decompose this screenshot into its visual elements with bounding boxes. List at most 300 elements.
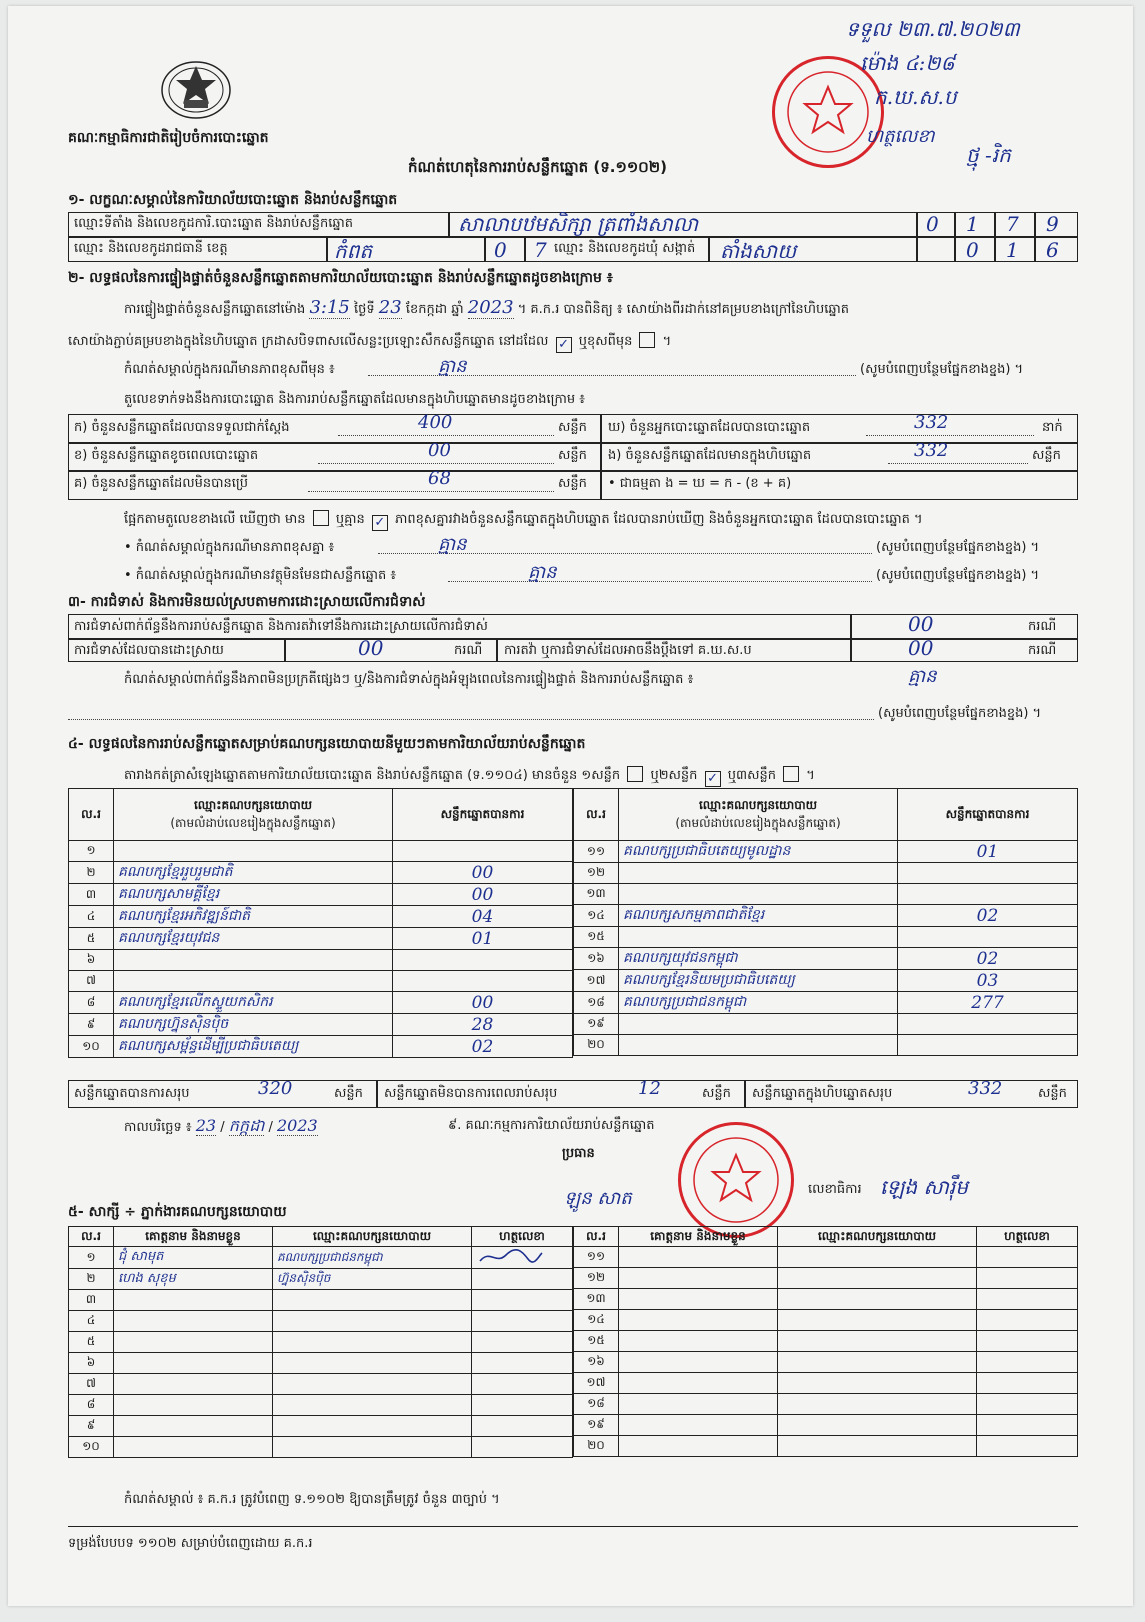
chair-label: ប្រធាន [562,1146,595,1161]
party-row [574,948,1078,970]
total-invalid-label: សន្លឹកឆ្នោតមិនបានការពេលរាប់សរុប [384,1086,558,1101]
witness-row-party [778,1373,977,1394]
complaints-count-label: ការជំទាស់ពាក់ព័ន្ធនឹងការរាប់សន្លឹកឆ្នោត និងការតវ៉ាទៅនឹងការដោះស្រាយលើការជំទាស់ [74,619,488,634]
date-label: កាលបរិច្ឆេទ ៖ [124,1120,192,1135]
party-row-name: គណបក្សយុវជនកម្ពុជា [619,948,898,970]
tally-sheet-count-line: តារាងកត់ត្រាសំឡេងឆ្នោតតាមការិយាល័យបោះឆ្នោត និងរាប់សន្លឹកឆ្នោត (ទ.១១០៤) មានចំនួន ១សន្លឹក ឬ២សន្លឹក ✓ ឬ៣សន្លឹក ។ [124,768,815,786]
witness-col-name: គោត្តនាម និងនាមខ្លួន [114,1227,273,1247]
witness-row [69,1269,573,1290]
irregularity-note-label: កំណត់សម្គាល់ពាក់ព័ន្ធនឹងភាពមិនប្រក្រតីផ្សេងៗ ឬ/និងការជំទាស់ក្នុងអំឡុងពេលនៃការផ្ទៀងផ្ទាត់ និងការរាប់សន្លឹកឆ្នោត ៖ [124,672,694,687]
commune-label: ឈ្មោះ និងលេខកូដឃុំ សង្កាត់ [554,241,696,256]
witness-row-party [778,1268,977,1289]
irregularity-note-value: គ្មាន [908,666,937,687]
witness-row-name [114,1395,273,1416]
party-row-no: ៦ [69,950,114,971]
total-invalid-unit: សន្លឹក [702,1086,731,1101]
witness-row-name [619,1331,778,1352]
witness-row [69,1416,573,1437]
unchanged-checkbox[interactable]: ✓ [556,337,572,353]
polling-station-label: ឈ្មោះទីតាំង និងលេខកូដការិ.បោះឆ្នោត និងរាប់សន្លឹកឆ្នោត [74,216,353,231]
party-row-name: គណបក្សខ្មែរលើកស្ទួយកសិករ [114,992,393,1014]
foreign-object-note-hint: (សូមបំពេញបន្ថែមផ្នែកខាងខ្នង) ។ [876,568,1040,583]
witness-row-party [778,1436,977,1457]
section2-heading: ២- លទ្ធផលនៃការផ្ទៀងផ្ទាត់ចំនួនសន្លឹកឆ្នោតតាមការិយាល័យបោះឆ្នោត និងរាប់សន្លឹកឆ្នោតដូចខាងក្រោម ៖ [68,270,613,286]
party-row-no: ៥ [69,928,114,950]
party-row-no: ២ [69,862,114,884]
party-row-votes: 277 [898,992,1078,1014]
province-name: កំពត [334,239,373,263]
irregularity-note-hint: (សូមបំពេញបន្ថែមផ្នែកខាងខ្នង) ។ [878,706,1042,721]
party-row-votes: 04 [393,906,573,928]
witness-col-sign: ហត្ថលេខា [472,1227,573,1247]
comparison-text-c: ភាពខុសគ្នារវាងចំនួនសន្លឹកឆ្នោតក្នុងហិបឆ្នោត ដែលបានរាប់ឃើញ និងចំនួនអ្នកបោះឆ្នោត ដែលបានបោះឆ្នោត ។ [395,512,923,527]
witness-row-no: ១២ [574,1268,619,1289]
ballot-count-report-form [8,6,1133,1606]
party-row-name: គណបក្សខ្មែរនិយមប្រជាធិបតេយ្យ [619,970,898,992]
witness-row-signature [472,1374,573,1395]
no-difference-checkbox[interactable]: ✓ [372,515,388,531]
total-in-box-unit: សន្លឹក [1038,1086,1067,1101]
witness-row-signature [472,1311,573,1332]
witness-row-signature [977,1247,1078,1268]
witness-row-signature [472,1290,573,1311]
party-row-votes: 28 [393,1014,573,1036]
total-in-box-value: 332 [968,1078,1003,1099]
witness-row-no: ៩ [69,1416,114,1437]
date-year: 2023 [276,1116,318,1135]
witness-row-party [273,1437,472,1458]
party-row-name: គណបក្សប្រជាធិបតេយ្យមូលដ្ឋាន [619,841,898,863]
witness-row [574,1268,1078,1289]
col-party-right [619,789,898,841]
tally-sheet-text: តារាងកត់ត្រាសំឡេងឆ្នោតតាមការិយាល័យបោះឆ្នោត និងរាប់សន្លឹកឆ្នោត (ទ.១១០៤) មានចំនួន ១សន្លឹក [124,768,621,783]
witness-row-name [114,1437,273,1458]
witness-row-signature [977,1310,1078,1331]
col-votes-right: សន្លឹកឆ្នោតបានការ [898,789,1078,841]
party-row [574,927,1078,948]
witness-row-party [778,1289,977,1310]
party-row-no: ១១ [574,841,619,863]
total-in-box-label: សន្លឹកឆ្នោតក្នុងហិបឆ្នោតសរុប [752,1086,893,1101]
section4-heading: ៤- លទ្ធផលនៃការរាប់សន្លឹកឆ្នោតសម្រាប់គណបក្សនយោបាយនីមួយៗតាមការិយាល័យរាប់សន្លឹកឆ្នោត [68,736,586,752]
witness-row-signature [977,1415,1078,1436]
witness-row-no: ៥ [69,1332,114,1353]
witness-row [574,1373,1078,1394]
witness-row-no: ១៣ [574,1289,619,1310]
witness-row-party [273,1416,472,1437]
witness-row-name [114,1290,273,1311]
party-row-votes: 01 [898,841,1078,863]
witness-row-party: ហ្វ៊ុនស៊ិនប៉ិច [273,1269,472,1290]
mismatch-note-label: • កំណត់សម្គាល់ក្នុងករណីមានភាពខុសគ្នា ៖ [124,540,335,555]
witness-row-no: ១៨ [574,1394,619,1415]
party-row-no: ១ [69,841,114,862]
party-row [574,992,1078,1014]
witness-row-no: ១៥ [574,1331,619,1352]
col-party [114,789,393,841]
col-no: ល.រ [69,789,114,841]
party-results-table-left [68,788,573,1058]
party-row-name: គណបក្សខ្មែររួបរួមជាតិ [114,862,393,884]
witness-row [574,1436,1078,1457]
party-row-name: គណបក្សខ្មែរយុវជន [114,928,393,950]
witness-row-name [619,1310,778,1331]
resolved-complaints-unit: ករណី [454,643,483,658]
appeal-complaints-label: ការតវ៉ា ឬការជំទាស់ដែលអាចនឹងប្តឹងទៅ គ.ឃ.ស.ប [504,643,752,658]
province-code-2: 7 [534,238,547,262]
verification-time: 3:15 [309,297,350,318]
received-ballots-value: 400 [418,412,453,433]
party-row [69,1036,573,1058]
witness-row-party [778,1247,977,1268]
party-row-no: ៨ [69,992,114,1014]
witness-signature [476,1247,546,1265]
verification-day: 23 [378,297,402,318]
witness-row-signature [472,1353,573,1374]
difference-note-hint: (សូមបំពេញបន្ថែមផ្នែកខាងខ្នង) ។ [860,362,1024,377]
witness-row-party [778,1394,977,1415]
form-footer-text: ទម្រង់បែបបទ ១១០២ សម្រាប់បំពេញដោយ គ.ក.រ [68,1536,313,1551]
party-row-votes: 00 [393,992,573,1014]
section3-heading: ៣- ការជំទាស់ និងការមិនយល់ស្របតាមការដោះស្រាយលើការជំទាស់ [68,594,426,610]
witness-table-left [68,1226,573,1458]
party-row-votes: 02 [393,1036,573,1058]
one-sheet-checkbox[interactable] [627,766,643,782]
witness-row-no: ៤ [69,1311,114,1332]
witness-row-party [273,1290,472,1311]
witness-row-name [619,1268,778,1289]
counting-committee-label: ៩. គណៈកម្មការការិយាល័យរាប់សន្លឹកឆ្នោត [448,1118,655,1133]
footer-divider [68,1526,1078,1527]
spoiled-ballots-value: 00 [428,440,451,461]
witness-row-name [114,1374,273,1395]
party-row [574,1035,1078,1056]
receipt-note-line5: ថ្មុ -រិក [966,143,1011,167]
received-ballots-label: ក) ចំនួនសន្លឹកឆ្នោតដែលបានទទួលជាក់ស្តែង [74,420,290,435]
witness-row-no: ១ [69,1247,114,1269]
witness-row-signature [977,1373,1078,1394]
witness-row-signature [977,1436,1078,1457]
party-row-no: ៩ [69,1014,114,1036]
voters-voted-value: 332 [914,412,949,433]
party-row [574,841,1078,863]
party-results-table-right [573,788,1078,1056]
station-code-2: 1 [966,212,979,236]
witness-row-signature [977,1331,1078,1352]
party-row-votes [393,971,573,992]
ballots-in-box-value: 332 [914,440,949,461]
witness-row [69,1332,573,1353]
witness-row-party [778,1331,977,1352]
party-row-no: ១៤ [574,905,619,927]
party-row-votes: 02 [898,905,1078,927]
witness-row [69,1395,573,1416]
party-row [574,1014,1078,1035]
witness-row-name [619,1436,778,1457]
witness-row-no: ៧ [69,1374,114,1395]
verification-line1 [124,297,849,318]
date-line: កាលបរិច្ឆេទ ៖ 23 / កក្កដា / 2023 [124,1116,318,1135]
commune-name: តាំងសាយ [720,239,797,263]
party-row-votes: 00 [393,884,573,906]
col-party-title: ឈ្មោះគណបក្សនយោបាយ [193,797,313,812]
comparison-text-b: ឬគ្មាន [335,512,365,527]
witness-row-signature [977,1352,1078,1373]
witness-row-name: ជុំ សាមុត [114,1247,273,1269]
party-row-name [114,971,393,992]
commune-code-1: 0 [966,238,979,262]
resolved-complaints-label: ការជំទាស់ដែលបានដោះស្រាយ [74,643,224,658]
witness-row [69,1247,573,1269]
foreign-object-note-value: គ្មាន [528,562,557,583]
party-row-name: គណបក្សប្រជាជនកម្ពុជា [619,992,898,1014]
nec-emblem [158,54,234,120]
mismatch-note-value: គ្មាន [438,534,467,555]
seal-status-text: សោយ៉ាងភ្ជាប់គម្របខាងក្នុងនៃហិបឆ្នោត ក្រដាសបិទពាសលើសន្លះប្រឡោះសឹកសន្លឹកឆ្នោត នៅដដែល [68,334,549,349]
witness-row [574,1331,1078,1352]
party-row-votes [898,1014,1078,1035]
three-sheets-label: ឬ៣សន្លឹក [727,768,776,783]
party-row-no: ៣ [69,884,114,906]
committee-stamp [678,1122,794,1238]
complaints-count-unit: ករណី [1028,619,1057,634]
party-row-name [619,927,898,948]
witness-col-sign-right: ហត្ថលេខា [977,1227,1078,1247]
witness-row-party [273,1332,472,1353]
date-month: កក្កដា [228,1116,265,1135]
witness-row [574,1394,1078,1415]
col-party-sub: (តាមលំដាប់លេខរៀងក្នុងសន្លឹកឆ្នោត) [170,815,336,830]
witness-col-no-right: ល.រ [574,1227,619,1247]
col-votes: សន្លឹកឆ្នោតបានការ [393,789,573,841]
total-valid-label: សន្លឹកឆ្នោតបានការសរុប [74,1086,190,1101]
total-valid-unit: សន្លឹក [334,1086,363,1101]
witness-row-party: គណបក្សប្រជាជនកម្ពុជា [273,1247,472,1269]
witness-row-no: ២ [69,1269,114,1290]
witness-row-party [778,1310,977,1331]
party-row-votes [393,841,573,862]
figures-intro: តួលេខទាក់ទងនឹងការបោះឆ្នោត និងការរាប់សន្លឹកឆ្នោតដែលមានក្នុងហិបឆ្នោតមានដូចខាងក្រោម ៖ [124,392,585,407]
witness-row-no: ១៧ [574,1373,619,1394]
party-row-votes [898,884,1078,905]
witness-row [574,1310,1078,1331]
commune-code-3: 6 [1046,238,1059,262]
ballots-in-box-unit: សន្លឹក [1032,448,1061,463]
witness-row-party [778,1415,977,1436]
party-row-no: ៧ [69,971,114,992]
party-row-name [619,863,898,884]
witness-row [69,1290,573,1311]
party-row-name [114,841,393,862]
changed-label: ឬខុសពីមុន [578,334,633,349]
col-party-sub-right: (តាមលំដាប់លេខរៀងក្នុងសន្លឹកឆ្នោត) [675,815,841,830]
total-invalid-value: 12 [638,1078,661,1099]
voters-voted-label: ឃ) ចំនួនអ្នកបោះឆ្នោតដែលបានបោះឆ្នោត [608,420,811,435]
witness-row-signature [472,1437,573,1458]
party-row-votes [898,863,1078,884]
commune-code-2: 1 [1006,238,1019,262]
formula-note: • ជាធម្មតា ង = ឃ = ក - (ខ + គ) [608,476,792,491]
secretary-label: លេខាធិការ [808,1182,862,1197]
two-sheets-checkbox[interactable]: ✓ [705,771,721,787]
complaints-count-value: 00 [908,612,934,636]
party-row [69,928,573,950]
total-valid-value: 320 [258,1078,293,1099]
party-row [69,884,573,906]
two-sheets-label: ឬ២សន្លឹក [650,768,698,783]
mismatch-note-hint: (សូមបំពេញបន្ថែមផ្នែកខាងខ្នង) ។ [876,540,1040,555]
receipt-note-line2: ម៉ោង ៤:២៨ [860,51,955,75]
verification-month: ខែកក្កដា [405,302,448,317]
verification-line2: សោយ៉ាងភ្ជាប់គម្របខាងក្នុងនៃហិបឆ្នោត ក្រដាសបិទពាសលើសន្លះប្រឡោះសឹកសន្លឹកឆ្នោត នៅដដែល ✓ ឬខុសពីមុន ។ [68,334,672,352]
secretary-name: ឡេង សារ៉ឹម [880,1175,968,1199]
appeal-complaints-unit: ករណី [1028,643,1057,658]
witness-row [574,1247,1078,1268]
spoiled-ballots-label: ខ) ចំនួនសន្លឹកឆ្នោតខូចពេលបោះឆ្នោត [74,448,259,463]
receipt-note-line1: ទទួល ២៣.៧.២០២៣ [846,17,1020,41]
witness-row [574,1352,1078,1373]
receipt-note-line4: ហត្ថលេខា [866,126,935,147]
witness-row-name [619,1289,778,1310]
party-row-name [619,1035,898,1056]
witness-col-party: ឈ្មោះគណបក្សនយោបាយ [273,1227,472,1247]
witness-row [574,1289,1078,1310]
witness-row-no: ៦ [69,1353,114,1374]
resolved-complaints-value: 00 [358,636,384,660]
receipt-note-line3: ក.ឃ.ស.ប [874,85,957,109]
party-row [574,970,1078,992]
party-row-name [619,1014,898,1035]
witness-col-name-right: គោត្តនាម និងនាមខ្លួន [619,1227,778,1247]
witness-table-right [573,1226,1078,1457]
witness-row [574,1415,1078,1436]
party-row-name: គណបក្សសាមគ្គីខ្មែរ [114,884,393,906]
party-row [69,992,573,1014]
witness-row-party [273,1311,472,1332]
witness-row-signature [977,1268,1078,1289]
party-row [574,863,1078,884]
verification-year: 2023 [467,297,514,318]
witness-row-name: ហេង សុខុម [114,1269,273,1290]
has-difference-checkbox[interactable] [313,510,329,526]
chair-name: ឡូន សាត [564,1188,632,1209]
party-row-name: គណបក្សខ្មែរអភិវឌ្ឍន៍ជាតិ [114,906,393,928]
witness-row-no: ១៩ [574,1415,619,1436]
party-row-no: ១២ [574,863,619,884]
witness-row [69,1353,573,1374]
polling-station-name: សាលាបឋមសិក្សា ត្រពាំងសាលា [458,212,699,236]
party-row [69,862,573,884]
witness-row-name [114,1353,273,1374]
witness-row-party [273,1374,472,1395]
party-row-no: ៤ [69,906,114,928]
party-row-no: ១៨ [574,992,619,1014]
foreign-object-note-label: • កំណត់សម្គាល់ក្នុងករណីមានវត្ថុមិនមែនជាសន្លឹកឆ្នោត ៖ [124,568,397,583]
unused-ballots-label: គ) ចំនួនសន្លឹកឆ្នោតដែលមិនបានប្រើ [74,476,248,491]
party-row-votes [898,1035,1078,1056]
witness-col-party-right: ឈ្មោះគណបក្សនយោបាយ [778,1227,977,1247]
party-row-no: ១៥ [574,927,619,948]
party-row-no: ២០ [574,1035,619,1056]
witness-row-party [273,1395,472,1416]
party-row-name: គណបក្សសកម្មភាពជាតិខ្មែរ [619,905,898,927]
verification-check-text: ។ គ.ក.រ បានពិនិត្យ ៖ សោយ៉ាងពីរដាក់នៅគម្របខាងក្រៅនៃហិបឆ្នោត [517,302,849,317]
verification-time-label: ការផ្ទៀងផ្ទាត់ចំនួនសន្លឹកឆ្នោតនៅម៉ោង [124,302,306,317]
party-row [69,906,573,928]
witness-row-name [114,1332,273,1353]
col-party-title-right: ឈ្មោះគណបក្សនយោបាយ [698,797,818,812]
witness-row-name [619,1373,778,1394]
witness-row-no: ១៦ [574,1352,619,1373]
totals-row [68,1080,1078,1108]
section1-heading: ១- លក្ខណៈសម្គាល់នៃការិយាល័យបោះឆ្នោត និងរាប់សន្លឹកឆ្នោត [68,192,398,208]
witness-row-name [619,1394,778,1415]
party-row-votes: 01 [393,928,573,950]
party-row [69,841,573,862]
witness-row [69,1311,573,1332]
station-code-3: 7 [1006,212,1019,236]
col-no-right: ល.រ [574,789,619,841]
witness-row-no: ១១ [574,1247,619,1268]
party-row-no: ១៣ [574,884,619,905]
appeal-complaints-value: 00 [908,636,934,660]
party-row-name: គណបក្សហ្វ៊ុនស៊ិនប៉ិច [114,1014,393,1036]
party-row [574,884,1078,905]
witness-row-signature [472,1269,573,1290]
section5-heading: ៥- សាក្សី ÷ ភ្នាក់ងារគណបក្សនយោបាយ [68,1204,287,1220]
party-row-votes [393,950,573,971]
witness-row-signature [977,1289,1078,1310]
changed-checkbox[interactable] [639,332,655,348]
witness-col-no: ល.រ [69,1227,114,1247]
party-row-votes [898,927,1078,948]
comparison-text-a: ផ្អែកតាមតួលេខខាងលើ ឃើញថា មាន [124,512,306,527]
witness-row-name [114,1311,273,1332]
witness-row-no: ៨ [69,1395,114,1416]
witness-row-signature [472,1332,573,1353]
party-row-votes: 00 [393,862,573,884]
party-row-name [619,884,898,905]
party-row-name [114,950,393,971]
party-row-votes: 03 [898,970,1078,992]
witness-row-no: ១០ [69,1437,114,1458]
voters-voted-unit: នាក់ [1042,420,1063,435]
party-row-name: គណបក្សសម្ព័ន្ធដើម្បីប្រជាធិបតេយ្យ [114,1036,393,1058]
party-row-votes: 02 [898,948,1078,970]
witness-row-party [273,1353,472,1374]
province-label: ឈ្មោះ និងលេខកូដរាជធានី ខេត្ត [74,241,228,256]
party-row [69,1014,573,1036]
station-code-1: 0 [926,212,939,236]
spoiled-ballots-unit: សន្លឹក [558,448,587,463]
verification-year-label: ឆ្នាំ [451,302,464,317]
difference-note-value: គ្មាន [438,356,467,377]
party-row [574,905,1078,927]
comparison-line [124,510,923,531]
ballots-in-box-label: ង) ចំនួនសន្លឹកឆ្នោតដែលមានក្នុងហិបឆ្នោត [608,448,812,463]
party-row [69,950,573,971]
verification-day-label: ថ្ងៃទី [354,302,375,317]
station-code-4: 9 [1046,212,1059,236]
witness-row [69,1374,573,1395]
unused-ballots-value: 68 [428,468,451,489]
witness-row-name [114,1416,273,1437]
witness-row-no: ៣ [69,1290,114,1311]
witness-row-name [619,1415,778,1436]
difference-note-label: កំណត់សម្គាល់ក្នុងករណីមានភាពខុសពីមុន ៖ [124,362,335,377]
three-sheets-checkbox[interactable] [783,766,799,782]
witness-row-signature [977,1394,1078,1415]
